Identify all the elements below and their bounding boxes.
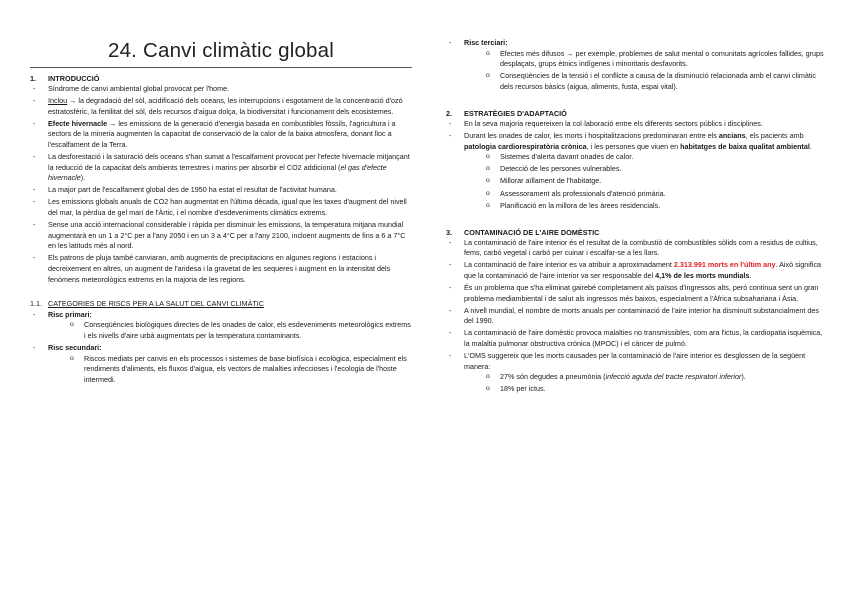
sub-list	[464, 372, 826, 395]
bold-term: habitatges de baixa qualitat ambiental	[680, 141, 810, 151]
sub-item: o Planificació en la millora de les àrees residencials.	[464, 201, 826, 212]
list-item	[446, 351, 826, 395]
sub-item: o Efectes més difusos → per exemple, problemes de salut mental o comunitats agrícoles fallides, grups desplaçats, grups ètnics indígenes i minoritaris desfavorits.	[464, 49, 826, 70]
risk-list	[30, 310, 412, 386]
section-title: INTRODUCCIÓ	[48, 74, 100, 83]
risk-list-continued	[446, 38, 826, 92]
item-text: Síndrome de canvi ambiental global provocat per l'home.	[48, 84, 230, 93]
item-text: L'OMS suggereix que les morts causades per la contaminació de l'aire interior es desglossen de la següent manera:	[464, 351, 806, 371]
list-item	[30, 96, 412, 117]
risk-label: Risc terciari:	[464, 38, 508, 47]
list-item	[446, 38, 826, 92]
bold-term: ancians	[718, 131, 746, 141]
page-title: 24. Canvi climàtic global	[107, 39, 335, 62]
item-text: Les emissions globals anuals de CO2 han augmentat en l'última dècada, igual que les taxes d'augment del nivell del mar, la pèrdua de gel marí de l'Àrtic, i el nombre d'esdeveniments climàtics extrems.	[48, 197, 407, 218]
list-item	[30, 197, 412, 218]
sub-list	[48, 320, 412, 341]
section-number: 1.1.	[30, 299, 42, 309]
sub-item: o Riscos mediats per canvis en els processos i sistemes de base biofísica i ecològica, especialment els rendiments d'aliments, els fluxos d'aigua, els vectors de malalties infeccioses i l'ecologia de l'hoste intermedi.	[48, 354, 412, 386]
italic-term: el gas d'efecte hivernacle	[48, 162, 387, 183]
section-1-1-heading	[30, 299, 412, 310]
list-item: - A nivell mundial, el nombre de morts anuals per contaminació de l'aire interior ha disminuït substancialment des del 1990.	[446, 306, 826, 327]
list-item	[30, 185, 412, 196]
list-item	[446, 131, 826, 211]
item-text: → la degradació del sòl, acidificació dels oceans, les interrupcions i esgotament de la concentració d'ozó estratosfèric, la fertilitat del sòl, dels recursos d'aigua dolça, la biodiversitat i funcionament dels ecosistemes.	[48, 96, 403, 116]
item-text: . Això significa que la contaminació de l'aire interior va ser responsable del	[464, 260, 822, 280]
sub-item: o 18% per ictus.	[464, 384, 826, 395]
sub-item: o Conseqüències de la tensió i el conflicte a causa de la disminució relacionada amb el canvi climàtic dels recursos bàsics (aigua, aliments, fusta, espai vital).	[464, 71, 826, 92]
item-text: → les emissions de la generació d'energia basada en combustibles fòssils, l'agricultura i a sectors de la mineria augmenten la capacitat de conservació de la calor de la baixa atmosfera, donant lloc a l'escalfament de la Terra.	[48, 118, 396, 149]
item-text: 27% són degudes a pneumònia (	[500, 372, 606, 382]
item-text: Els patrons de pluja també canviaran, amb augments de precipitacions en algunes regions i estacions i decreixement en altres, un augment de l'aridesa i la gravetat de les sequeres i augment en la intensitat dels fenòmens meteorològics extrems en la majoria de les regions.	[48, 253, 391, 284]
left-column	[30, 0, 412, 387]
list-item	[30, 84, 412, 95]
risk-label: Risc secundari:	[48, 343, 102, 353]
section-number: 2.	[446, 108, 453, 118]
sub-item: o Millorar aïllament de l'habitatge.	[464, 176, 826, 187]
bold-term: 4,1% de les morts mundials	[655, 271, 750, 280]
item-text: La major part de l'escalfament global des de 1950 ha estat el resultat de l'activitat humana.	[48, 185, 337, 195]
item-text: , els pacients amb	[745, 131, 804, 141]
section-3-heading	[446, 227, 826, 238]
item-text: .	[809, 141, 812, 151]
spacer	[446, 94, 826, 106]
italic-term: infecció aguda del tracte respiratori inferior	[605, 372, 742, 382]
item-text: La desforestació i la saturació dels oceans s'han sumat a l'escalfament provocat per l'efecte hivernacle mitjançant la reducció de la capacitat dels ambients terrestres i marins per absorbir el CO2 addicional (	[48, 152, 410, 172]
section-number: 3.	[446, 227, 453, 237]
sub-item: o Assessorament als professionals d'atenció primària.	[464, 189, 826, 200]
item-text: Sense una acció internacional considerable i ràpida per disminuir les emissions, la temperatura mitjana mundial augmentarà en un 1 a 2°C per a l'any 2050 i en un 3 a 4°C per a l'any 2100, incloent augments de fins a 6 a 7°C en les latituds més al nord.	[48, 220, 406, 251]
list-item	[30, 220, 412, 252]
bold-term: Efecte hivernacle	[48, 118, 108, 128]
underlined-term: Inclou	[48, 96, 68, 106]
sub-list	[464, 49, 826, 93]
title-divider	[30, 67, 412, 68]
list-item: - En la seva majoria requereixen la col·laboració entre els diferents sectors públics i disciplines.	[446, 119, 826, 130]
section-2-heading	[446, 108, 826, 119]
item-text: ).	[741, 372, 746, 382]
sub-item: o Conseqüències biològiques directes de les onades de calor, els esdeveniments meteorològics extrems i els nivells d'aire urbà augmentats per la temperatura contaminants.	[48, 320, 412, 341]
item-text: Durant les onades de calor, les morts i hospitalitzacions predominaran entre els	[464, 131, 719, 141]
list-item: - La contaminació de l'aire domèstic provoca malalties no transmissibles, com ara l'ictus, la cardiopatia isquèmica, la malaltia pulmonar obstructiva crònica (MPOC) i el càncer de pulmó.	[446, 328, 826, 349]
item-text: , i les persones que viuen en	[586, 141, 681, 151]
section-title: ESTRATÈGIES D'ADAPTACIÓ	[464, 108, 567, 118]
item-text: .	[749, 271, 752, 280]
list-item	[446, 260, 826, 281]
adaptation-list	[446, 119, 826, 211]
spacer	[446, 213, 826, 225]
list-item	[30, 152, 412, 184]
right-column	[446, 38, 826, 397]
sub-list	[48, 354, 412, 386]
risk-label: Risc primari:	[48, 309, 92, 319]
section-title: CONTAMINACIÓ DE L'AIRE DOMÈSTIC	[464, 227, 600, 237]
sub-list	[464, 152, 826, 211]
sub-item: o Detecció de les persones vulnerables.	[464, 164, 826, 175]
intro-list	[30, 84, 412, 285]
section-title: CATEGORIES DE RISCS PER A LA SALUT DEL CANVI CLIMÀTIC	[48, 299, 264, 309]
sub-item	[464, 372, 826, 383]
section-number: 1.	[30, 74, 37, 83]
item-text: ).	[80, 173, 86, 183]
list-item: - La contaminació de l'aire interior és el resultat de la combustió de combustibles sòlids com a residus de cultius, fems, carbó vegetal i carbó per cuinar i escalfar-se a les llars.	[446, 238, 826, 259]
bold-term: patologia cardiorespiratòria crònica	[464, 141, 587, 151]
list-item	[30, 253, 412, 285]
list-item	[30, 343, 412, 385]
air-pollution-list	[446, 238, 826, 395]
item-text: La contaminació de l'aire interior es va atribuir a aproximadament	[464, 260, 674, 270]
list-item	[30, 310, 412, 342]
highlight-term: 2.313.991 morts en l'últim any	[673, 260, 776, 270]
list-item	[30, 119, 412, 151]
sub-item: o Sistemes d'alerta davant onades de calor.	[464, 152, 826, 163]
section-1-heading	[30, 73, 412, 84]
list-item: - És un problema que s'ha eliminat gairebé completament als països d'ingressos alts, però continua sent un gran problema mediambiental i de salut als ingressos més baixos, especialment a l'Àfrica subsahariana i Àsia.	[446, 283, 826, 304]
